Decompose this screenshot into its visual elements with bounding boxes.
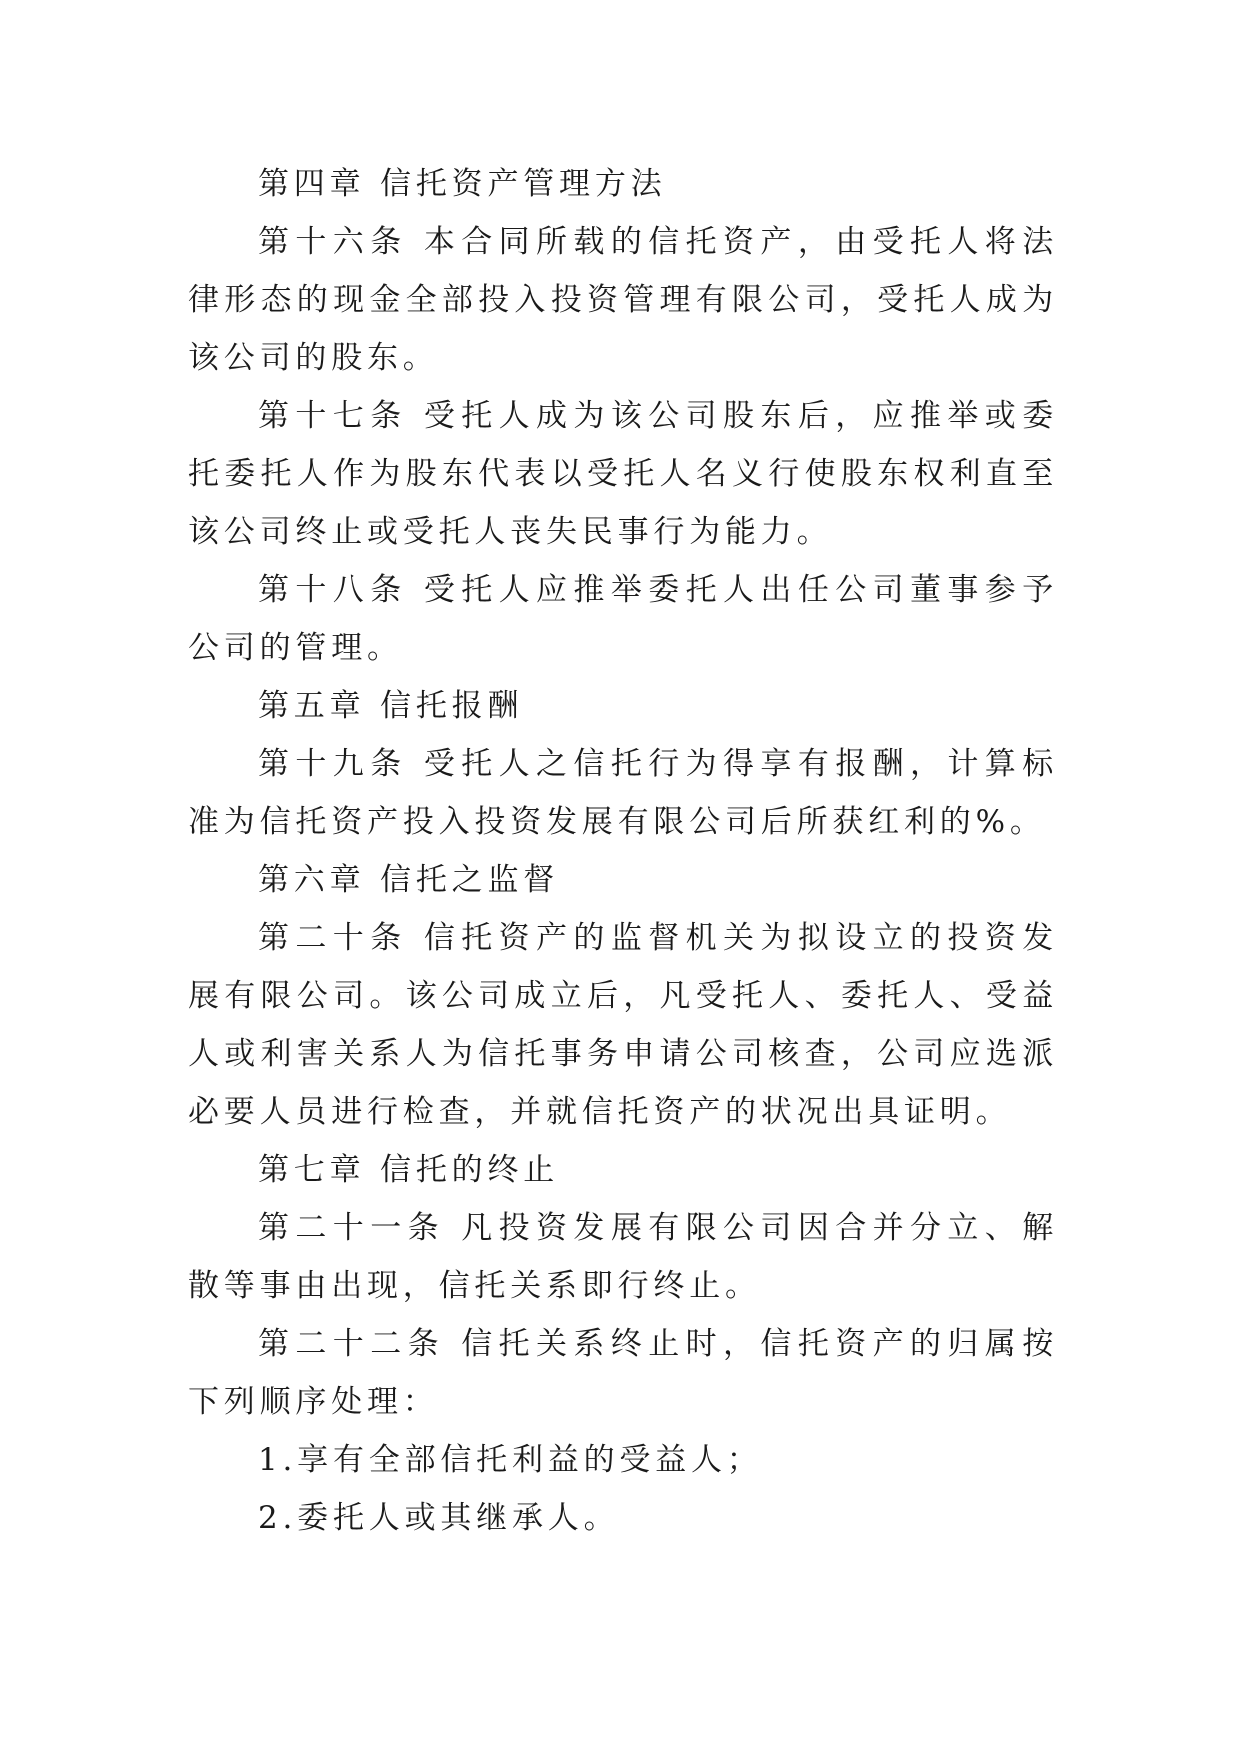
list-item-2: 2.委托人或其继承人。 [258,1500,620,1536]
article-18: 第十八条 受托人应推举委托人出任公司董事参予公司的管理。 [188,572,1058,666]
chapter-7-heading: 第七章 信托的终止 [258,1152,560,1188]
article-17: 第十七条 受托人成为该公司股东后，应推举或委托委托人作为股东代表以受托人名义行使股东权利直至该公司终止或受托人丧失民事行为能力。 [188,398,1058,550]
chapter-5-heading: 第五章 信托报酬 [258,688,524,724]
article-21: 第二十一条 凡投资发展有限公司因合并分立、解散等事由出现，信托关系即行终止。 [188,1210,1058,1304]
list-item-1: 1.享有全部信托利益的受益人； [258,1442,763,1478]
article-16: 第十六条 本合同所载的信托资产，由受托人将法律形态的现金全部投入投资管理有限公司，受托人成为该公司的股东。 [188,224,1058,376]
chapter-4-heading: 第四章 信托资产管理方法 [258,166,667,202]
article-19: 第十九条 受托人之信托行为得享有报酬，计算标准为信托资产投入投资发展有限公司后所获红利的%。 [188,746,1058,840]
article-20: 第二十条 信托资产的监督机关为拟设立的投资发展有限公司。该公司成立后，凡受托人、委托人、受益人或利害关系人为信托事务申请公司核查，公司应选派必要人员进行检查，并就信托资产的状况出具证明。 [188,920,1058,1130]
document-body [188,155,1058,1547]
article-22: 第二十二条 信托关系终止时，信托资产的归属按下列顺序处理： [188,1326,1058,1420]
chapter-6-heading: 第六章 信托之监督 [258,862,560,898]
